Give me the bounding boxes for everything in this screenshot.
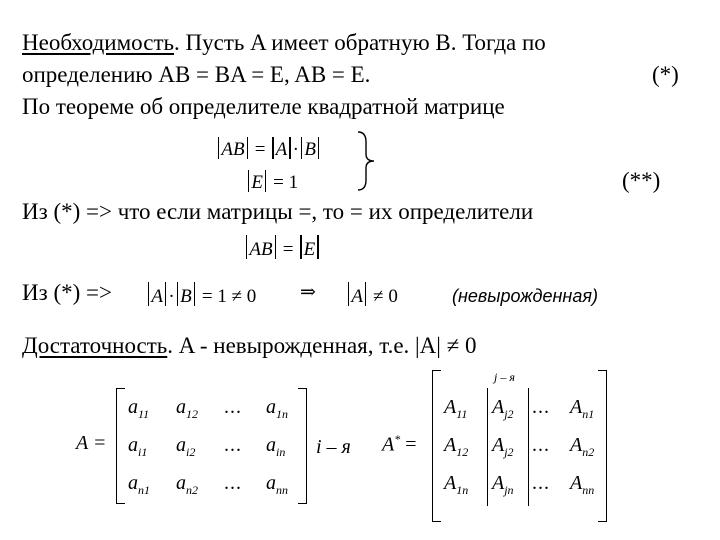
line-1-text: . Пусть A имеет обратную B. Тогда по — [174, 30, 546, 55]
matrix-a-cell-base: ... — [224, 396, 242, 418]
ineq-dot: · — [168, 286, 175, 307]
matrix-a-star-cell-base: A — [444, 434, 457, 456]
matrix-a-cell-index: 11 — [138, 407, 150, 421]
matrix-a-cell-index: nn — [276, 483, 288, 497]
column-highlight-left — [487, 388, 488, 506]
line-2-mark: (*) — [652, 62, 679, 87]
ineq-a: A — [151, 286, 163, 307]
sys2-e: E — [251, 172, 263, 193]
column-highlight-right — [528, 388, 529, 506]
matrix-a-cell-base: a — [266, 472, 276, 494]
eq-rhs: E — [303, 239, 316, 260]
matrix-a-star-cell-base: A — [570, 434, 583, 456]
sys1-dot: · — [292, 139, 299, 160]
matrix-a-cell-base: a — [176, 396, 186, 418]
matrix-a-star-cell-index: nn — [582, 483, 595, 497]
sys1-eq: = — [254, 139, 266, 160]
matrix-a-star-cell — [492, 434, 514, 460]
res-rhs: ≠ 0 — [373, 286, 398, 307]
line-3: По теореме об определителе квадратной матрице — [22, 94, 505, 119]
matrix-a-star-right-bracket — [598, 370, 607, 522]
sys2-rhs: = 1 — [273, 172, 299, 193]
matrix-a-cell-base: a — [266, 434, 276, 456]
sys1-b: B — [304, 139, 316, 160]
matrix-a-star-cell — [532, 434, 550, 457]
matrix-a-star-cell — [570, 434, 594, 460]
matrix-a-star-cell-base: ... — [532, 472, 550, 494]
matrix-a-star-cell-index: 12 — [456, 445, 469, 459]
matrix-a-cell-base: ... — [224, 472, 242, 494]
matrix-a-star-cell-base: A — [570, 396, 583, 418]
matrix-a-cell-base: a — [128, 396, 138, 418]
matrix-a-cell-index: 12 — [186, 407, 198, 421]
sys1-a: A — [275, 139, 288, 160]
matrix-a-star-cell — [492, 472, 514, 498]
matrix-a-cell-index: 1n — [276, 407, 288, 421]
implies-arrow: ⇒ — [300, 282, 316, 303]
matrix-a-star-cell-index: 1n — [456, 483, 469, 497]
matrix-a-star-cell-index: n2 — [582, 445, 595, 459]
line-6: Из (*) => — [22, 280, 112, 305]
eq-sign: = — [282, 239, 294, 260]
line-5: Из (*) => что если матрицы =, то = их определители — [22, 199, 534, 224]
matrix-a-star-cell-index: 11 — [456, 407, 468, 421]
nondegenerate-note: (невырожденная) — [452, 286, 598, 306]
matrix-a-cell-index: in — [276, 445, 286, 459]
matrix-a-star-cell-index: jn — [504, 483, 514, 497]
matrix-a-cell-index: n1 — [138, 483, 150, 497]
eq-lhs: AB — [249, 239, 273, 260]
matrix-a-cell-index: i1 — [138, 445, 148, 459]
matrix-a-star-cell-base: A — [492, 472, 505, 494]
matrix-a-cell-base: a — [266, 396, 276, 418]
ineq-rhs: = 1 ≠ 0 — [201, 286, 257, 307]
matrix-a-cell-index: i2 — [186, 445, 196, 459]
matrix-a-name: A = — [76, 432, 107, 454]
matrix-a-star-col-label: j – я — [494, 370, 515, 384]
matrix-a-star-cell-base: A — [570, 472, 583, 494]
matrix-a-star-cell — [570, 472, 594, 498]
astar-letter: A — [382, 433, 395, 456]
matrix-a-star-cell-index: n1 — [582, 407, 595, 421]
necessity-heading: Необходимость — [22, 30, 174, 55]
matrix-a-star-cell — [532, 396, 550, 419]
matrix-a-star-cell-base: ... — [532, 396, 550, 418]
astar-star: * — [394, 432, 401, 446]
matrix-a-cell-base: a — [176, 472, 186, 494]
line-7-text: . A - невырожденная, т.е. |A| ≠ 0 — [167, 333, 477, 358]
matrix-a-cell-base: a — [128, 434, 138, 456]
sufficiency-heading: Достаточность — [22, 333, 168, 358]
matrix-a-star-cell — [532, 472, 550, 495]
astar-eq: = — [405, 433, 417, 456]
matrix-a-star-cell — [444, 434, 468, 460]
line-2: определению AB = BA = E, AB = E. — [22, 62, 371, 87]
matrix-a-star-cell-base: ... — [532, 434, 550, 456]
matrix-a-star-cell — [444, 472, 468, 498]
matrix-a-star-cell-index: j2 — [504, 445, 514, 459]
matrix-a-row-label: i – я — [316, 436, 351, 458]
matrix-a-star-name — [382, 432, 417, 457]
sys1-lhs: AB — [221, 139, 245, 160]
matrix-a-star-cell — [492, 396, 514, 422]
matrix-a-star-cell-index: j2 — [504, 407, 514, 421]
matrix-a-cell-base: a — [176, 434, 186, 456]
matrix-a-cell-base: a — [128, 472, 138, 494]
matrix-a-star-left-bracket — [432, 370, 441, 522]
line-4-mark: (**) — [622, 168, 661, 193]
matrix-a-star-cell — [444, 396, 467, 422]
matrix-a-star-cell-base: A — [444, 472, 457, 494]
res-a: A — [351, 286, 363, 307]
matrix-a-star-cell-base: A — [492, 434, 505, 456]
ineq-b: B — [180, 286, 192, 307]
matrix-a-star-cell-base: A — [492, 396, 505, 418]
matrix-a-star-cell-base: A — [444, 396, 457, 418]
matrix-a-cell-base: ... — [224, 434, 242, 456]
matrix-a-cell-index: n2 — [186, 483, 198, 497]
matrix-a-star-cell — [570, 396, 594, 422]
